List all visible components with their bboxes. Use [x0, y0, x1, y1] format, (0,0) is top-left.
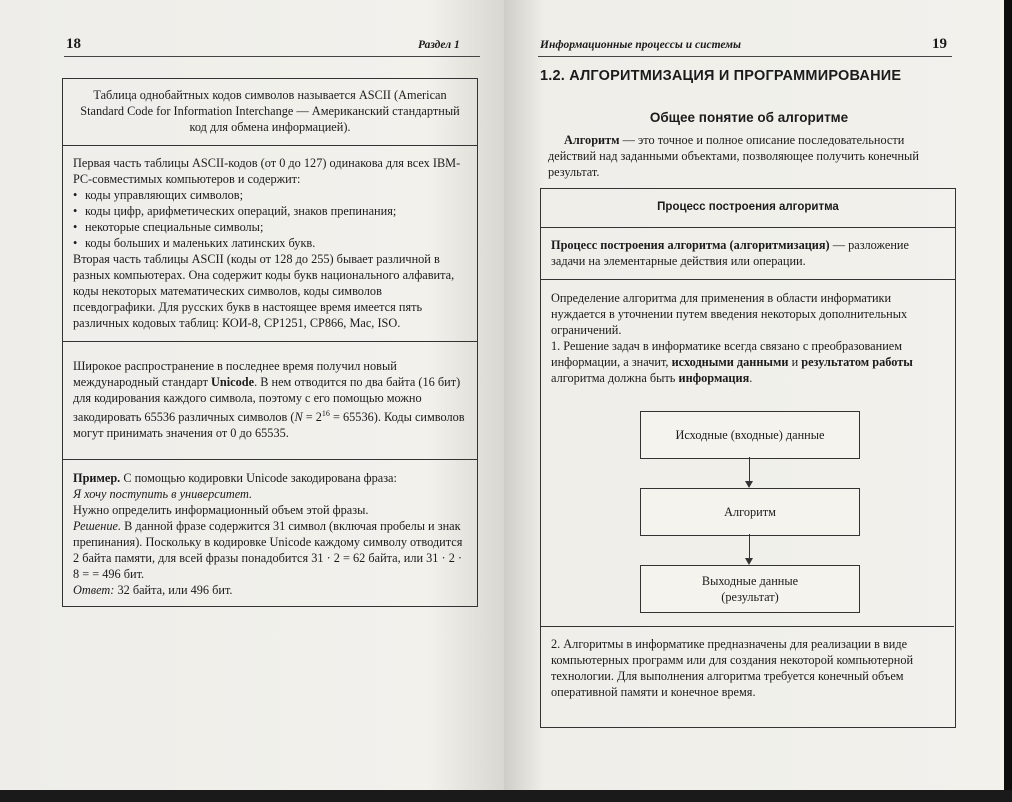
- rule-one-part: .: [749, 371, 753, 385]
- rule-one-part: алгоритма должна быть: [551, 371, 679, 385]
- formula-part: = 65536: [329, 410, 374, 425]
- rule-one-bold: информация: [678, 371, 750, 385]
- solution-line: [73, 518, 467, 582]
- algorithmization-definition-text: — разложение задачи на элементарные действия или операции.: [551, 238, 909, 268]
- rule-one-bold: исходными данными: [671, 355, 789, 369]
- algorithmization-definition: [541, 228, 955, 280]
- answer-label: Ответ:: [73, 583, 115, 598]
- rule-one-bold: результатом работы: [801, 355, 913, 369]
- unicode-text-part: ). Коды символов могут принимать значения от 0 до 65535.: [73, 410, 465, 441]
- example-task: Нужно определить информационный объем этой фразы.: [73, 503, 369, 518]
- rule-one-paragraph: [551, 338, 945, 386]
- flow-step-label: Исходные (входные) данные: [675, 428, 825, 442]
- arrow-down-icon: [745, 558, 753, 565]
- algorithm-term: Алгоритм: [564, 133, 620, 147]
- section-title: 1.2. АЛГОРИТМИЗАЦИЯ И ПРОГРАММИРОВАНИЕ: [540, 68, 902, 84]
- box-divider: [540, 626, 954, 627]
- algorithm-definition-text: — это точное и полное описание последовательности действий над заданными объектами, позволяющее получить конечный результат.: [548, 133, 919, 179]
- subsection-title: Общее понятие об алгоритме: [649, 110, 849, 125]
- list-item: • коды больших и маленьких латинских букв.: [73, 235, 467, 251]
- scanner-bottom-edge: [0, 790, 1012, 802]
- left-page: [0, 0, 504, 790]
- definition-paragraph: Определение алгоритма для применения в области информатики нуждается в уточнении путем введения некоторых дополнительных ограничений.: [551, 291, 908, 337]
- arrow-down-icon: [745, 481, 753, 488]
- formula-variable: N: [294, 410, 303, 425]
- flow-connector: [749, 457, 750, 482]
- unicode-term: Unicode: [211, 375, 255, 389]
- ascii-table-parts: [63, 146, 477, 342]
- header-rule: [538, 56, 952, 57]
- flow-step-algorithm: [640, 488, 860, 536]
- list-item: • коды цифр, арифметических операций, знаков препинания;: [73, 203, 467, 219]
- rule-two-paragraph: 2. Алгоритмы в информатике предназначены для реализации в виде компьютерных программ или для создания некоторой компьютерной технологии. Для выполнения алгоритма требуется конечный объем оперативной памяти и конечное время.: [551, 637, 914, 699]
- info-box: [62, 78, 478, 607]
- unicode-text-part: Широкое распространение в последнее время получил новый международный стандарт: [73, 359, 397, 389]
- example-label: Пример.: [73, 471, 121, 486]
- running-head: Раздел 1: [418, 39, 460, 51]
- solution-label: Решение.: [73, 519, 122, 534]
- algorithmization-term: Процесс построения алгоритма (алгоритмизация): [551, 238, 830, 252]
- ascii-definition-text: Таблица однобайтных кодов символов называется ASCII (American Standard Code for Information Interchange — Американский стандартный код для обмена информацией).: [80, 88, 460, 134]
- formula-part: = 2: [302, 410, 322, 425]
- flow-step-label: Алгоритм: [724, 505, 776, 519]
- example-phrase: Я хочу поступить в университет.: [73, 487, 253, 502]
- page-number: 19: [932, 36, 947, 52]
- algorithm-definition: [548, 132, 950, 180]
- rule-one-part: 1. Решение задач в информатике всегда связано с преобразованием информации, а значит,: [551, 339, 903, 369]
- formula-exponent: 16: [321, 409, 330, 418]
- flow-step-output: [640, 565, 860, 613]
- algorithm-details: [541, 280, 955, 393]
- solution-text: В данной фразе содержится 31 символ (включая пробелы и знак препинания). Поскольку в кодировке Unicode каждому символу отводится 2 байта памяти, для всей фразы понадобится 31 · 2 = 62 байта, или 31 · 2 · 8 = = 496 бит.: [73, 519, 463, 582]
- page-number: 18: [66, 36, 81, 52]
- ascii-first-part: Первая часть таблицы ASCII-кодов (от 0 до 127) одинакова для всех IBM-PC-совместимых компьютеров и содержит:: [73, 156, 461, 186]
- algorithmization-text: [551, 237, 945, 269]
- flow-step-label: Выходные данные (результат): [701, 574, 799, 604]
- answer-text: 32 байта, или 496 бит.: [114, 583, 233, 598]
- unicode-paragraph: [63, 342, 477, 460]
- unicode-text: [73, 358, 467, 441]
- list-item: • некоторые специальные символы;: [73, 219, 467, 235]
- header-rule: [64, 56, 480, 57]
- list-item: • коды управляющих символов;: [73, 187, 467, 203]
- unicode-text-part: . В нем отводится по два байта (16 бит) для кодирования каждого символа, поэтому с его помощью можно закодировать 65536 различных символов (: [73, 375, 461, 425]
- ascii-second-part: Вторая часть таблицы ASCII (коды от 128 до 255) бывает различной в разных компьютерах. Она содержит коды букв национального алфавита, коды некоторых математических символов, коды символов псевдографики. Для русских букв в настоящее время имеется пять различных кодовых таблиц: КОИ-8, CP1251, CP866, Mac, ISO.: [73, 252, 455, 330]
- flow-connector: [749, 534, 750, 559]
- ascii-definition: [63, 79, 477, 146]
- flow-step-input: [640, 411, 860, 459]
- rule-one-part: и: [788, 355, 802, 369]
- running-head: Информационные процессы и системы: [540, 39, 742, 51]
- answer-line: [73, 582, 467, 598]
- example-text: С помощью кодировки Unicode закодирована фраза:: [120, 471, 397, 486]
- example-block: [63, 460, 477, 606]
- example-line: [73, 470, 467, 486]
- scanner-edge: [1004, 0, 1012, 790]
- box-header: Процесс построения алгоритма: [541, 189, 955, 228]
